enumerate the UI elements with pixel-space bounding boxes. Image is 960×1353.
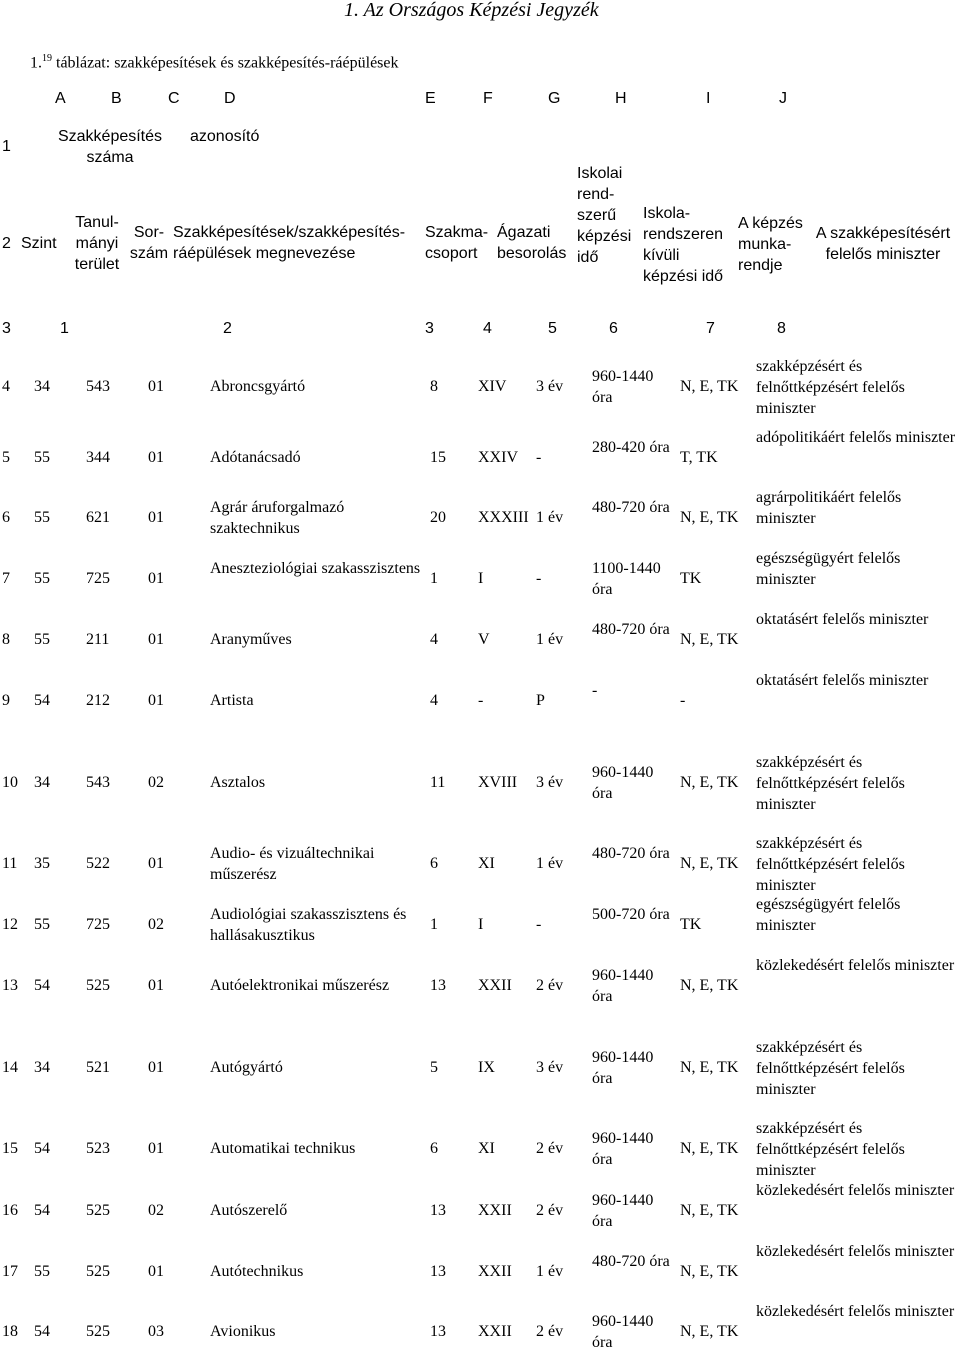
terulet-cell: 725	[86, 570, 110, 587]
header3-cell: 2	[223, 320, 232, 337]
page-title: 1. Az Országos Képzési Jegyzék	[344, 0, 599, 21]
megnevezes-cell: Automatikai technikus	[210, 1140, 356, 1157]
agazati-cell: XXII	[478, 1263, 512, 1280]
sorszam-cell: 02	[148, 916, 164, 933]
szakmacsoport-cell: 1	[430, 570, 438, 587]
header3-cell: 3	[425, 320, 434, 337]
sorszam-cell: 01	[148, 378, 164, 395]
agazati-cell: XIV	[478, 378, 507, 395]
munkarend-cell: N, E, TK	[680, 977, 739, 994]
caption-prefix: 1.	[30, 54, 42, 72]
col-letter-c: C	[168, 90, 180, 107]
agazati-cell: XI	[478, 1140, 495, 1157]
row-number: 14	[2, 1059, 18, 1076]
terulet-cell: 725	[86, 916, 110, 933]
header3-cell: 8	[777, 320, 786, 337]
terulet-cell: 543	[86, 378, 110, 395]
munkarend-cell: N, E, TK	[680, 774, 739, 791]
megnevezes-cell: Avionikus	[210, 1323, 276, 1340]
header-munkarend: A képzés munka-rendje	[738, 215, 803, 274]
iskolai-cell: 2 év	[536, 1202, 564, 1219]
sorszam-cell: 02	[148, 774, 164, 791]
sorszam-cell: 01	[148, 692, 164, 709]
agazati-cell: XXII	[478, 1323, 512, 1340]
row-number: 8	[2, 631, 10, 648]
kivuli-cell: 480-720 óra	[592, 1253, 670, 1270]
szint-cell: 55	[34, 509, 50, 526]
agazati-cell: XXII	[478, 1202, 512, 1219]
sorszam-cell: 02	[148, 1202, 164, 1219]
iskolai-cell: 3 év	[536, 378, 564, 395]
kivuli-cell: 960-1440 óra	[592, 1130, 654, 1168]
kivuli-cell: 480-720 óra	[592, 499, 670, 516]
munkarend-cell: N, E, TK	[680, 509, 739, 526]
szint-cell: 34	[34, 774, 50, 791]
agazati-cell: XVIII	[478, 774, 518, 791]
col-letter-i: I	[706, 90, 711, 107]
miniszter-cell: közlekedésért felelős miniszter	[756, 1182, 955, 1199]
munkarend-cell: N, E, TK	[680, 1263, 739, 1280]
szint-cell: 55	[34, 570, 50, 587]
megnevezes-cell: Asztalos	[210, 774, 266, 791]
header3-cell: 3	[2, 320, 11, 337]
terulet-cell: 211	[86, 631, 110, 648]
iskolai-cell: 1 év	[536, 631, 564, 648]
szint-cell: 54	[34, 977, 50, 994]
miniszter-cell: agrárpolitikáért felelős miniszter	[756, 489, 902, 527]
szint-cell: 55	[34, 449, 50, 466]
header-szakmacsoport: Szakma-csoport	[425, 224, 489, 262]
miniszter-cell: szakképzésért és felnőttképzésért felelős miniszter	[756, 835, 905, 894]
terulet-cell: 525	[86, 977, 110, 994]
miniszter-cell: szakképzésért és felnőttképzésért felelős miniszter	[756, 358, 905, 417]
munkarend-cell: TK	[680, 916, 702, 933]
row-number: 17	[2, 1263, 18, 1280]
miniszter-cell: szakképzésért és felnőttképzésért felelős miniszter	[756, 754, 905, 813]
row-number: 5	[2, 449, 10, 466]
row-number: 9	[2, 692, 10, 709]
miniszter-cell: egészségügyért felelős miniszter	[756, 550, 901, 588]
sorszam-cell: 01	[148, 631, 164, 648]
iskolai-cell: P	[536, 692, 545, 709]
header-azonosito: azonosító	[190, 128, 260, 145]
table-caption	[30, 48, 399, 73]
header-iskolai-kepzesi-ido: Iskolai rend-szerű képzési idő	[577, 165, 632, 266]
miniszter-cell: szakképzésért és felnőttképzésért felelős miniszter	[756, 1120, 905, 1179]
szint-cell: 54	[34, 1323, 50, 1340]
kivuli-cell: 480-720 óra	[592, 621, 670, 638]
megnevezes-cell: Audiológiai szakasszisztens és hallásakusztikus	[210, 906, 407, 944]
megnevezes-cell: Autószerelő	[210, 1202, 288, 1219]
munkarend-cell: N, E, TK	[680, 378, 739, 395]
miniszter-cell: oktatásért felelős miniszter	[756, 672, 929, 689]
szint-cell: 55	[34, 916, 50, 933]
terulet-cell: 344	[86, 449, 110, 466]
header-felelos-miniszter: A szakképesítésért felelős miniszter	[815, 225, 951, 263]
iskolai-cell: -	[536, 449, 542, 466]
szakmacsoport-cell: 6	[430, 1140, 438, 1157]
megnevezes-cell: Agrár áruforgalmazó szaktechnikus	[210, 499, 345, 537]
szint-cell: 34	[34, 378, 50, 395]
miniszter-cell: oktatásért felelős miniszter	[756, 611, 929, 628]
agazati-cell: XXIV	[478, 449, 518, 466]
row-number: 18	[2, 1323, 18, 1340]
szakmacsoport-cell: 13	[430, 1263, 446, 1280]
row-number: 13	[2, 977, 18, 994]
row-number: 4	[2, 378, 10, 395]
agazati-cell: -	[478, 692, 484, 709]
row-number: 7	[2, 570, 10, 587]
munkarend-cell: TK	[680, 570, 702, 587]
header-tanulmanyi-terulet: Tanul-mányi terület	[74, 214, 120, 273]
iskolai-cell: -	[536, 570, 542, 587]
header-iskolarendszeren-kivuli: Iskola-rendszeren kívüli képzési idő	[643, 205, 724, 285]
header-szakkepesites-szama: Szakképesítés száma	[57, 128, 163, 166]
szakmacsoport-cell: 6	[430, 855, 438, 872]
szakmacsoport-cell: 8	[430, 378, 438, 395]
col-letter-f: F	[483, 90, 493, 107]
col-letter-b: B	[111, 90, 122, 107]
col-letter-e: E	[425, 90, 436, 107]
megnevezes-cell: Artista	[210, 692, 254, 709]
iskolai-cell: 2 év	[536, 1140, 564, 1157]
sorszam-cell: 01	[148, 449, 164, 466]
miniszter-cell: szakképzésért és felnőttképzésért felelős miniszter	[756, 1039, 905, 1098]
munkarend-cell: -	[680, 692, 686, 709]
miniszter-cell: egészségügyért felelős miniszter	[756, 896, 901, 934]
header3-cell: 5	[548, 320, 557, 337]
megnevezes-cell: Autóelektronikai műszerész	[210, 977, 390, 994]
agazati-cell: I	[478, 916, 484, 933]
terulet-cell: 525	[86, 1263, 110, 1280]
kivuli-cell: 480-720 óra	[592, 845, 670, 862]
sorszam-cell: 01	[148, 1263, 164, 1280]
header-szint: Szint	[21, 235, 57, 252]
szint-cell: 35	[34, 855, 50, 872]
row-number: 15	[2, 1140, 18, 1157]
szint-cell: 34	[34, 1059, 50, 1076]
kivuli-cell: 960-1440 óra	[592, 967, 654, 1005]
miniszter-cell: közlekedésért felelős miniszter	[756, 1243, 955, 1260]
col-letter-a: A	[55, 90, 66, 107]
munkarend-cell: N, E, TK	[680, 1059, 739, 1076]
szint-cell: 54	[34, 692, 50, 709]
kivuli-cell: 960-1440 óra	[592, 368, 654, 406]
terulet-cell: 523	[86, 1140, 110, 1157]
terulet-cell: 212	[86, 692, 110, 709]
terulet-cell: 621	[86, 509, 110, 526]
szakmacsoport-cell: 13	[430, 977, 446, 994]
kivuli-cell: 960-1440 óra	[592, 1192, 654, 1230]
kivuli-cell: 280-420 óra	[592, 439, 670, 456]
sorszam-cell: 01	[148, 570, 164, 587]
szint-cell: 54	[34, 1202, 50, 1219]
sorszam-cell: 01	[148, 977, 164, 994]
sorszam-cell: 01	[148, 1140, 164, 1157]
sorszam-cell: 01	[148, 855, 164, 872]
megnevezes-cell: Audio- és vizuáltechnikai műszerész	[210, 845, 375, 883]
munkarend-cell: N, E, TK	[680, 1140, 739, 1157]
szint-cell: 55	[34, 631, 50, 648]
col-letter-j: J	[779, 90, 787, 107]
munkarend-cell: N, E, TK	[680, 855, 739, 872]
szakmacsoport-cell: 20	[430, 509, 446, 526]
miniszter-cell: közlekedésért felelős miniszter	[756, 1303, 955, 1320]
row-number: 12	[2, 916, 18, 933]
iskolai-cell: 2 év	[536, 977, 564, 994]
munkarend-cell: T, TK	[680, 449, 718, 466]
munkarend-cell: N, E, TK	[680, 1202, 739, 1219]
iskolai-cell: 3 év	[536, 1059, 564, 1076]
miniszter-cell: adópolitikáért felelős miniszter	[756, 429, 956, 446]
col-letter-d: D	[224, 90, 236, 107]
kivuli-cell: 1100-1440 óra	[592, 560, 661, 598]
agazati-cell: XI	[478, 855, 495, 872]
szakmacsoport-cell: 11	[430, 774, 446, 791]
kivuli-cell: 960-1440 óra	[592, 764, 654, 802]
iskolai-cell: 1 év	[536, 855, 564, 872]
megnevezes-cell: Autógyártó	[210, 1059, 283, 1076]
iskolai-cell: 1 év	[536, 509, 564, 526]
header3-cell: 7	[706, 320, 715, 337]
iskolai-cell: 1 év	[536, 1263, 564, 1280]
terulet-cell: 525	[86, 1323, 110, 1340]
row-number: 6	[2, 509, 10, 526]
header-sorszam: Sor-szám	[129, 224, 169, 262]
iskolai-cell: 3 év	[536, 774, 564, 791]
kivuli-cell: 960-1440 óra	[592, 1313, 654, 1351]
row-number: 16	[2, 1202, 18, 1219]
agazati-cell: XXXIII	[478, 509, 529, 526]
szakmacsoport-cell: 15	[430, 449, 446, 466]
szakmacsoport-cell: 13	[430, 1202, 446, 1219]
caption-footnote: 19	[42, 53, 52, 64]
col-letter-h: H	[615, 90, 627, 107]
row-number: 10	[2, 774, 18, 791]
megnevezes-cell: Aneszteziológiai szakasszisztens	[210, 560, 421, 577]
sorszam-cell: 01	[148, 1059, 164, 1076]
munkarend-cell: N, E, TK	[680, 631, 739, 648]
sorszam-cell: 03	[148, 1323, 164, 1340]
kivuli-cell: 960-1440 óra	[592, 1049, 654, 1087]
iskolai-cell: 2 év	[536, 1323, 564, 1340]
col-letter-g: G	[548, 90, 561, 107]
miniszter-cell: közlekedésért felelős miniszter	[756, 957, 955, 974]
szakmacsoport-cell: 4	[430, 692, 438, 709]
terulet-cell: 521	[86, 1059, 110, 1076]
megnevezes-cell: Abroncsgyártó	[210, 378, 306, 395]
header-megnevezes: Szakképesítések/szakképesítés-ráépülések megnevezése	[173, 224, 406, 262]
terulet-cell: 522	[86, 855, 110, 872]
agazati-cell: XXII	[478, 977, 512, 994]
iskolai-cell: -	[536, 916, 542, 933]
terulet-cell: 543	[86, 774, 110, 791]
megnevezes-cell: Autótechnikus	[210, 1263, 304, 1280]
agazati-cell: V	[478, 631, 490, 648]
szint-cell: 54	[34, 1140, 50, 1157]
szakmacsoport-cell: 5	[430, 1059, 438, 1076]
szakmacsoport-cell: 4	[430, 631, 438, 648]
megnevezes-cell: Adótanácsadó	[210, 449, 301, 466]
szakmacsoport-cell: 1	[430, 916, 438, 933]
kivuli-cell: 500-720 óra	[592, 906, 670, 923]
header3-cell: 6	[609, 320, 618, 337]
header3-cell: 4	[483, 320, 492, 337]
row-number: 11	[2, 855, 18, 872]
agazati-cell: IX	[478, 1059, 495, 1076]
header-row-number: 1	[2, 138, 11, 155]
agazati-cell: I	[478, 570, 484, 587]
header-row-number: 2	[2, 235, 11, 252]
munkarend-cell: N, E, TK	[680, 1323, 739, 1340]
terulet-cell: 525	[86, 1202, 110, 1219]
caption-text: táblázat: szakképesítések és szakképesítés-ráépülések	[56, 54, 399, 72]
szint-cell: 55	[34, 1263, 50, 1280]
megnevezes-cell: Aranyműves	[210, 631, 292, 648]
kivuli-cell: -	[592, 682, 598, 699]
sorszam-cell: 01	[148, 509, 164, 526]
szakmacsoport-cell: 13	[430, 1323, 446, 1340]
header-agazati-besorolas: Ágazati besorolás	[497, 224, 567, 262]
header3-cell: 1	[60, 320, 69, 337]
